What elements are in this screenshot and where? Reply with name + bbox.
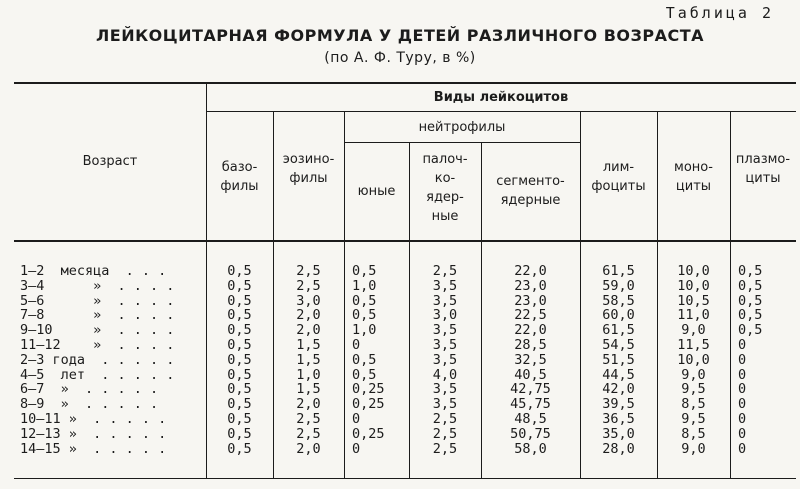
cell-band: 2,5	[432, 425, 458, 442]
cell-young: 1,0	[352, 322, 377, 339]
cell-bas: 0,5	[227, 307, 252, 324]
age-column	[20, 264, 174, 456]
cell-plasma: 0	[738, 336, 747, 353]
cell-seg: 42,75	[510, 381, 551, 398]
header-basophils: базо- филы	[220, 160, 259, 194]
table-title: ЛЕЙКОЦИТАРНАЯ ФОРМУЛА У ДЕТЕЙ РАЗЛИЧНОГО ВОЗРАСТА	[95, 26, 705, 45]
cell-eos: 2,0	[296, 396, 321, 413]
cell-lym: 61,5	[602, 263, 635, 279]
cell-mono: 9,0	[681, 366, 706, 383]
cell-bas: 0,5	[227, 336, 252, 353]
cell-lym: 39,5	[602, 396, 635, 413]
cell-eos: 1,5	[296, 336, 321, 353]
cell-plasma: 0	[738, 351, 747, 368]
cell-lym: 59,0	[602, 277, 635, 294]
cell-age: 14—15 » . . . . .	[20, 440, 167, 457]
cell-young: 0,25	[352, 396, 385, 413]
segmented-column	[481, 264, 580, 456]
cell-seg: 22,5	[514, 307, 547, 324]
cell-eos: 2,5	[296, 263, 321, 279]
table-number: Таблица 2	[665, 4, 774, 22]
lymphocytes-column	[580, 264, 657, 456]
young-column	[344, 264, 404, 456]
cell-bas: 0,5	[227, 410, 252, 427]
cell-young: 0,5	[352, 366, 377, 383]
eosinophils-column	[273, 264, 344, 456]
cell-young: 0	[352, 440, 361, 457]
cell-age: 4—5 лет . . . . .	[20, 366, 175, 383]
header-plasmocytes: плазмо- циты	[735, 152, 791, 186]
cell-age: 12—13 » . . . . .	[20, 425, 167, 442]
cell-band: 3,5	[432, 351, 458, 368]
cell-mono: 9,0	[681, 322, 706, 339]
cell-seg: 22,0	[514, 322, 547, 339]
cell-age: 1—2 месяца . . .	[20, 263, 167, 279]
cell-seg: 22,0	[514, 263, 547, 279]
cell-band: 3,5	[432, 322, 458, 339]
cell-seg: 23,0	[514, 277, 547, 294]
cell-band: 3,0	[432, 307, 458, 324]
cell-bas: 0,5	[227, 440, 252, 457]
cell-lym: 51,5	[602, 351, 635, 368]
cell-seg: 58,0	[514, 440, 547, 457]
cell-plasma: 0	[738, 410, 747, 427]
cell-lym: 60,0	[602, 307, 635, 324]
neutrophils-underline	[344, 142, 580, 143]
cell-eos: 1,5	[296, 351, 321, 368]
cell-seg: 32,5	[514, 351, 547, 368]
bottom-rule	[14, 478, 796, 479]
cell-plasma: 0,5	[738, 263, 763, 279]
cell-age: 7—8 » . . . .	[20, 307, 175, 324]
cell-plasma: 0	[738, 440, 747, 457]
cell-band: 4,0	[432, 366, 458, 383]
cell-bas: 0,5	[227, 366, 252, 383]
cell-bas: 0,5	[227, 277, 252, 294]
cell-young: 0	[352, 336, 361, 353]
cell-seg: 50,75	[510, 425, 551, 442]
cell-lym: 54,5	[602, 336, 635, 353]
header-bottom-rule	[14, 240, 796, 242]
basophils-column	[206, 264, 273, 456]
cell-young: 0,5	[352, 292, 377, 309]
cell-plasma: 0	[738, 425, 747, 442]
cell-young: 1,0	[352, 277, 377, 294]
cell-age: 5—6 » . . . .	[20, 292, 175, 309]
header-age: Возраст	[82, 154, 138, 169]
cell-eos: 1,5	[296, 381, 321, 398]
cell-seg: 23,0	[514, 292, 547, 309]
cell-bas: 0,5	[227, 322, 252, 339]
header-young: юные	[357, 184, 396, 199]
cell-young: 0,5	[352, 263, 377, 279]
cell-lym: 58,5	[602, 292, 635, 309]
cell-band: 3,5	[432, 396, 458, 413]
band-column	[409, 264, 481, 456]
cell-lym: 36,5	[602, 410, 635, 427]
cell-eos: 2,0	[296, 440, 321, 457]
cell-mono: 10,0	[677, 263, 710, 279]
cell-bas: 0,5	[227, 263, 252, 279]
cell-seg: 28,5	[514, 336, 547, 353]
header-monocytes: моно- циты	[674, 160, 713, 194]
cell-mono: 10,0	[677, 351, 710, 368]
cell-mono: 9,5	[681, 410, 706, 427]
cell-band: 3,5	[432, 336, 458, 353]
cell-bas: 0,5	[227, 292, 252, 309]
cell-band: 3,5	[432, 292, 458, 309]
cell-plasma: 0,5	[738, 322, 763, 339]
cell-band: 2,5	[432, 440, 458, 457]
top-rule	[14, 82, 796, 84]
cell-eos: 2,5	[296, 277, 321, 294]
cell-eos: 2,5	[296, 425, 321, 442]
cell-plasma: 0,5	[738, 292, 763, 309]
plasmocytes-column	[738, 264, 796, 456]
cell-bas: 0,5	[227, 396, 252, 413]
cell-eos: 2,0	[296, 307, 321, 324]
cell-lym: 61,5	[602, 322, 635, 339]
header-band: палоч- ко- ядер- ные	[422, 152, 468, 224]
cell-eos: 2,5	[296, 410, 321, 427]
cell-age: 2—3 года . . . . .	[20, 351, 175, 368]
cell-young: 0,5	[352, 307, 377, 324]
header-types: Виды лейкоцитов	[433, 90, 569, 105]
cell-mono: 8,5	[681, 396, 706, 413]
cell-eos: 2,0	[296, 322, 321, 339]
cell-age: 9—10 » . . . .	[20, 322, 175, 339]
cell-young: 0,5	[352, 351, 377, 368]
cell-mono: 11,5	[677, 336, 710, 353]
cell-lym: 42,0	[602, 381, 635, 398]
cell-age: 8—9 » . . . . .	[20, 396, 159, 413]
cell-age: 6—7 » . . . . .	[20, 381, 159, 398]
cell-bas: 0,5	[227, 351, 252, 368]
cell-bas: 0,5	[227, 381, 252, 398]
cell-band: 3,5	[432, 277, 458, 294]
cell-mono: 9,0	[681, 440, 706, 457]
cell-seg: 48,5	[514, 410, 547, 427]
cell-age: 10—11 » . . . . .	[20, 410, 167, 427]
cell-band: 2,5	[432, 263, 458, 279]
cell-band: 3,5	[432, 381, 458, 398]
header-lymphocytes: лим- фоциты	[591, 160, 646, 194]
cell-mono: 8,5	[681, 425, 706, 442]
cell-age: 11—12 » . . . .	[20, 336, 175, 353]
cell-lym: 44,5	[602, 366, 635, 383]
cell-lym: 28,0	[602, 440, 635, 457]
cell-plasma: 0	[738, 366, 747, 383]
cell-age: 3—4 » . . . .	[20, 277, 175, 294]
table-subtitle: (по А. Ф. Туру, в %)	[324, 50, 476, 66]
header-segmented: сегменто- ядерные	[496, 174, 565, 208]
cell-eos: 1,0	[296, 366, 321, 383]
header-eosinophils: эозино- филы	[282, 152, 335, 186]
types-underline	[206, 111, 796, 112]
cell-seg: 40,5	[514, 366, 547, 383]
cell-young: 0	[352, 410, 361, 427]
header-neutrophils: нейтрофилы	[418, 120, 506, 135]
cell-eos: 3,0	[296, 292, 321, 309]
cell-young: 0,25	[352, 381, 385, 398]
cell-mono: 10,0	[677, 277, 710, 294]
cell-mono: 10,5	[677, 292, 710, 309]
cell-young: 0,25	[352, 425, 385, 442]
cell-plasma: 0	[738, 396, 747, 413]
cell-mono: 9,5	[681, 381, 706, 398]
cell-plasma: 0,5	[738, 307, 763, 324]
cell-plasma: 0	[738, 381, 747, 398]
monocytes-column	[657, 264, 730, 456]
cell-band: 2,5	[432, 410, 458, 427]
cell-bas: 0,5	[227, 425, 252, 442]
cell-mono: 11,0	[677, 307, 710, 324]
cell-lym: 35,0	[602, 425, 635, 442]
cell-plasma: 0,5	[738, 277, 763, 294]
cell-seg: 45,75	[510, 396, 551, 413]
